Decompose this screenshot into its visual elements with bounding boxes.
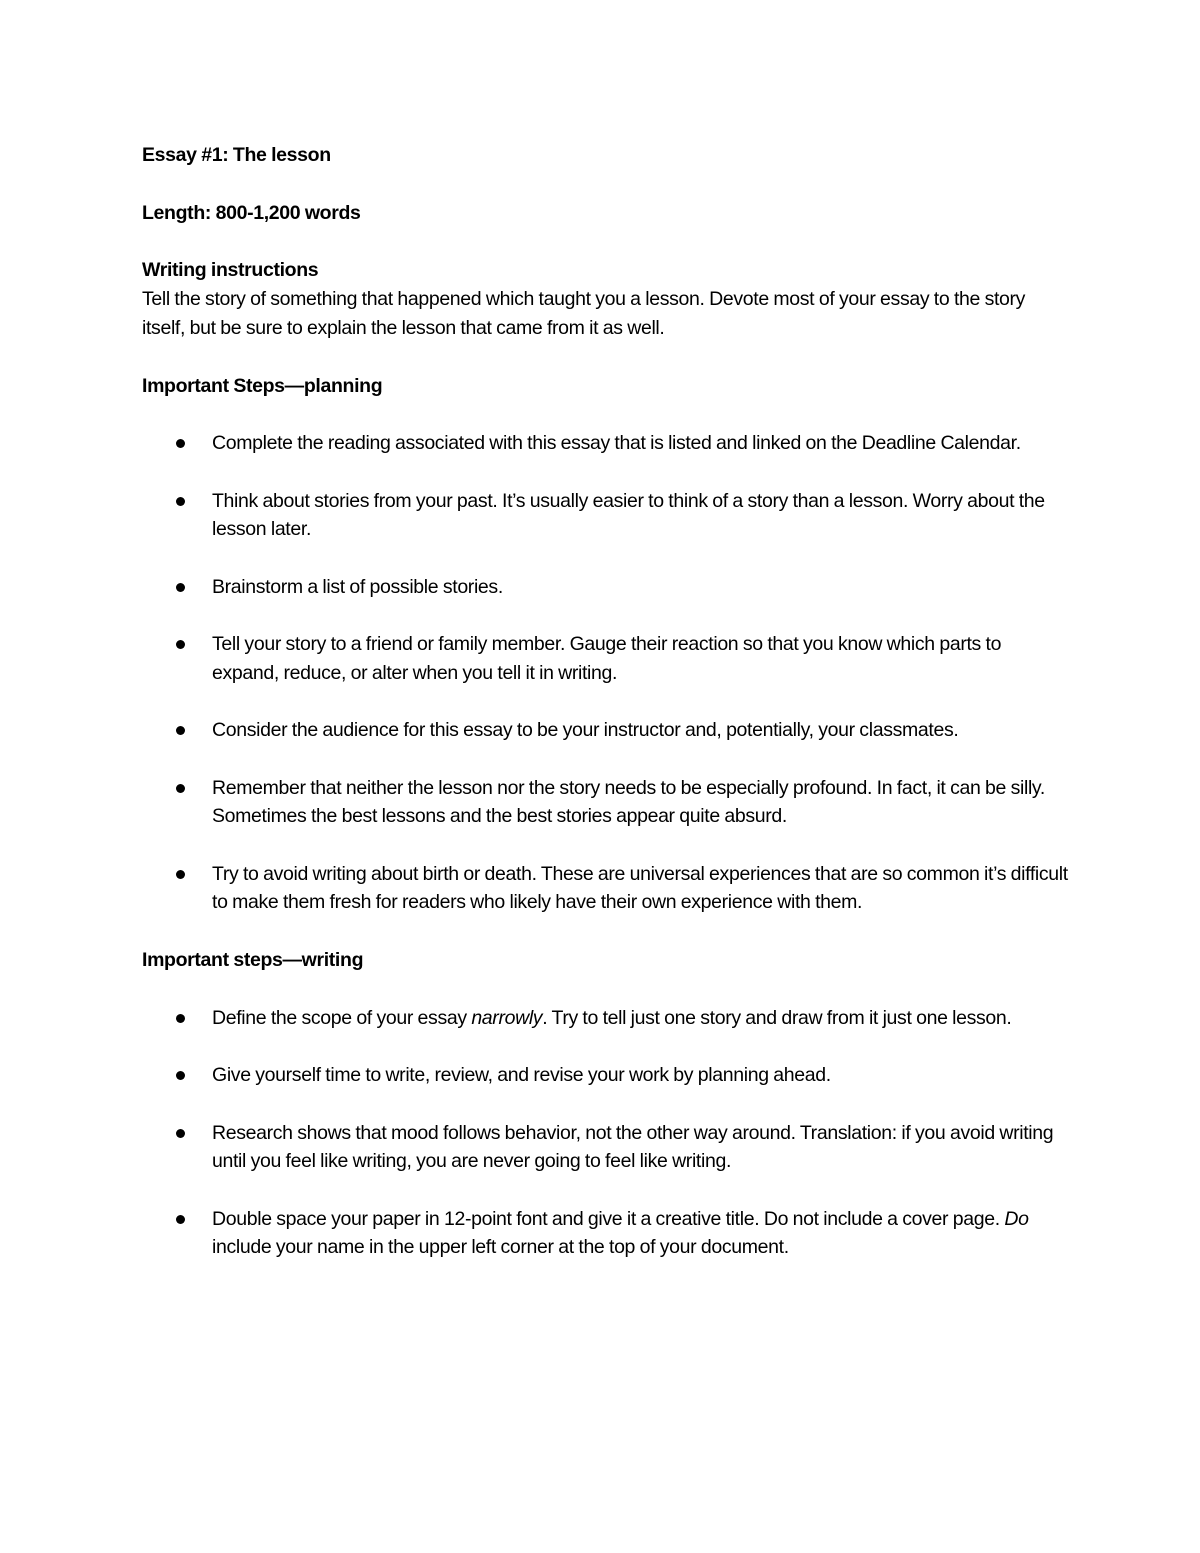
bullet-icon <box>176 1071 185 1080</box>
writing-instructions-heading: Writing instructions <box>142 259 319 282</box>
bullet-icon <box>176 784 185 793</box>
planning-list-item <box>142 774 1072 831</box>
bullet-icon <box>176 439 185 448</box>
writing-item-emphasis: Do <box>1004 1207 1029 1230</box>
planning-item-text: Brainstorm a list of possible stories. <box>212 575 503 598</box>
essay-length: Length: 800-1,200 words <box>142 201 361 224</box>
writing-item-text-after: include your name in the upper left corner at the top of your document. <box>212 1236 789 1259</box>
planning-list <box>142 429 1072 917</box>
bullet-icon <box>176 1014 185 1023</box>
bullet-icon <box>176 870 185 879</box>
planning-list-item <box>142 630 1072 687</box>
writing-list <box>142 1004 1072 1262</box>
planning-list-item <box>142 573 1072 602</box>
planning-item-text: Consider the audience for this essay to be your instructor and, potentially, your classmates. <box>212 719 959 742</box>
planning-list-item <box>142 429 1072 458</box>
writing-list-item <box>142 1004 1072 1033</box>
writing-instructions-body: Tell the story of something that happened which taught you a lesson. Devote most of your essay to the story itself, but be sure to explain the lesson that came from it as well. <box>142 288 1026 339</box>
essay-title: Essay #1: The lesson <box>142 144 331 166</box>
planning-list-item <box>142 716 1072 745</box>
writing-list-item <box>142 1119 1072 1176</box>
writing-item-text-before: Define the scope of your essay <box>212 1006 472 1029</box>
bullet-icon <box>176 640 185 649</box>
planning-item-text: Complete the reading associated with this essay that is listed and linked on the Deadline Calendar. <box>212 432 1021 455</box>
planning-heading: Important Steps—planning <box>142 374 383 397</box>
bullet-icon <box>176 1129 185 1138</box>
planning-item-text: Remember that neither the lesson nor the story needs to be especially profound. In fact, it can be silly. Sometimes the best lessons and the best stories appear quite absurd. <box>212 776 1045 828</box>
writing-item-text: Give yourself time to write, review, and revise your work by planning ahead. <box>212 1064 831 1087</box>
writing-list-item <box>142 1205 1072 1262</box>
planning-list-item <box>142 487 1072 544</box>
writing-heading: Important steps—writing <box>142 949 364 972</box>
bullet-icon <box>176 726 185 735</box>
writing-item-text-before: Double space your paper in 12-point font and give it a creative title. Do not include a cover page. <box>212 1207 1005 1230</box>
writing-item-text-after: . Try to tell just one story and draw from it just one lesson. <box>542 1006 1012 1029</box>
bullet-icon <box>176 497 185 506</box>
writing-item-emphasis: narrowly <box>471 1006 543 1029</box>
writing-list-item <box>142 1061 1072 1090</box>
bullet-icon <box>176 1215 185 1224</box>
planning-item-text: Think about stories from your past. It’s usually easier to think of a story than a lesson. Worry about the lesson later. <box>212 489 1045 541</box>
planning-item-text: Tell your story to a friend or family member. Gauge their reaction so that you know which parts to expand, reduce, or alter when you tell it in writing. <box>212 633 1002 684</box>
document-body <box>142 141 1072 1262</box>
planning-list-item <box>142 860 1072 917</box>
bullet-icon <box>176 583 185 592</box>
writing-item-text: Research shows that mood follows behavior, not the other way around. Translation: if you avoid writing until you feel like writing, you are never going to feel like writing. <box>212 1121 1054 1173</box>
planning-item-text: Try to avoid writing about birth or death. These are universal experiences that are so common it’s difficult to make them fresh for readers who likely have their own experience with them. <box>212 862 1068 914</box>
